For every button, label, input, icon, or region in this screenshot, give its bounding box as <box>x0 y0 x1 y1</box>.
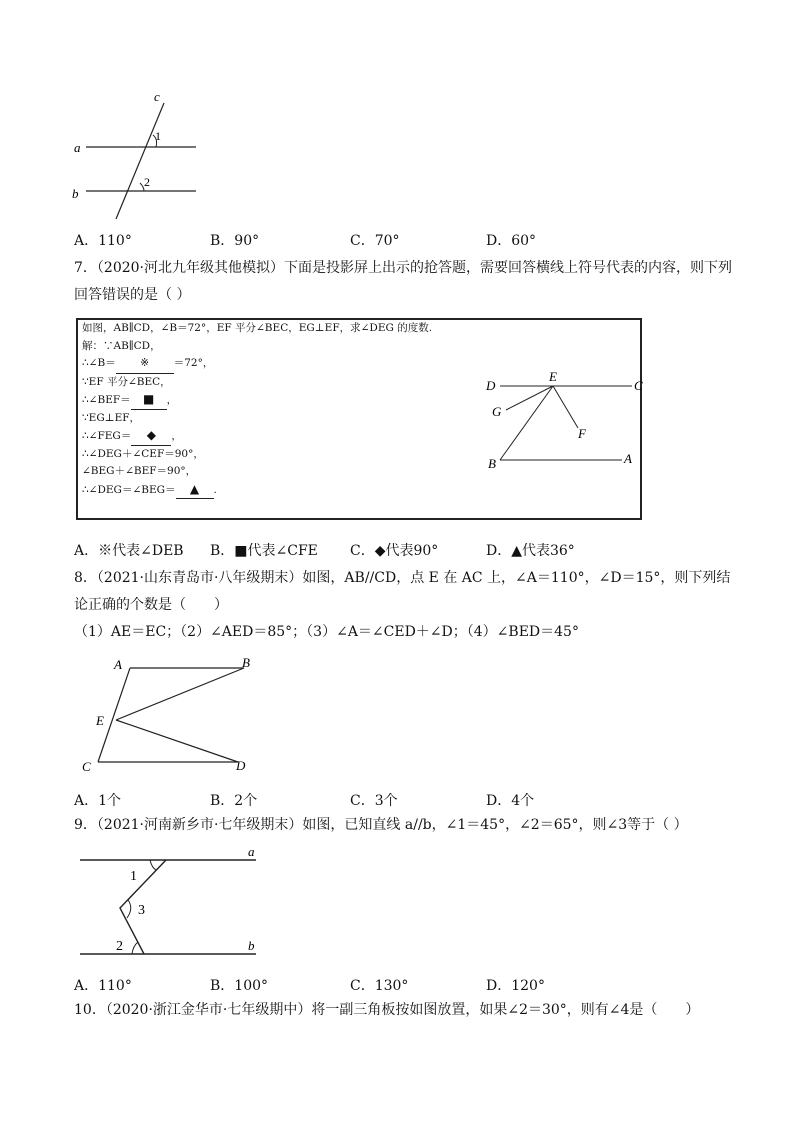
q9-stem-line1: 9．（2021·河南新乡市·七年级期末）如图，已知直线 a//b，∠1＝45°，∠2＝65°，则∠3等于（ ） <box>74 817 688 833</box>
q8-stem-line1: 8．（2021·山东青岛市·八年级期末）如图，AB//CD，点 E 在 AC 上，∠A＝110°，∠D＝15°，则下列结 <box>74 570 731 586</box>
q8-label-b: B <box>242 655 250 670</box>
q7-blank-1: ※ <box>116 355 174 374</box>
q8-figure <box>78 652 268 778</box>
q6-label-2: 2 <box>144 175 150 189</box>
q7-label-f: F <box>578 426 586 441</box>
q6-figure <box>60 85 220 225</box>
q9-angle3-arc <box>127 900 131 918</box>
q6-label-b: b <box>72 186 79 201</box>
q8-label-c: C <box>82 759 91 774</box>
q7-box-line-4: ∴∠BEF＝ ■ ， <box>82 391 432 410</box>
q7-blank-4: ▲ <box>176 481 214 500</box>
q9-option-c[interactable]: C．130° <box>350 978 409 994</box>
q7-box-text <box>82 320 432 499</box>
q7-blank-3: ◆ <box>131 427 171 446</box>
q8-option-a[interactable]: A．1个 <box>74 793 122 809</box>
q9-label-b: b <box>248 938 255 953</box>
q7-projection-box <box>76 318 642 520</box>
q8-label-e: E <box>96 713 104 728</box>
q7-option-d[interactable]: D．▲代表36° <box>486 543 575 559</box>
q9-figure <box>70 842 270 960</box>
q8-stem-line3: （1）AE＝EC；（2）∠AED＝85°；（3）∠A＝∠CED＋∠D；（4）∠BED＝45° <box>74 624 579 640</box>
q7-line-eb <box>500 386 553 460</box>
q10-stem-line1: 10．（2020·浙江金华市·七年级期中）将一副三角板按如图放置，如果∠2＝30°，则有∠4是（ ） <box>74 1002 700 1018</box>
q6-option-a[interactable]: A．110° <box>74 233 132 249</box>
q7-line-ef <box>553 386 578 428</box>
q8-line-eb <box>116 668 244 720</box>
q6-label-a: a <box>74 140 81 155</box>
q6-option-c[interactable]: C．70° <box>350 233 400 249</box>
q9-option-d[interactable]: D．120° <box>486 978 545 994</box>
q7-label-g: G <box>492 404 502 419</box>
q9-label-a: a <box>248 844 255 859</box>
q8-stem-line2: 论正确的个数是（ ） <box>74 597 228 613</box>
q7-label-e: E <box>549 369 557 384</box>
q8-option-d[interactable]: D．4个 <box>486 793 535 809</box>
q8-label-d: D <box>236 758 246 773</box>
q7-option-a[interactable]: A．※代表∠DEB <box>74 543 184 559</box>
q7-box-line-2: ∴∠B＝ ※ ＝72°， <box>82 355 432 374</box>
q7-box-line-7: ∴∠DEG＋∠CEF＝90°， <box>82 447 204 460</box>
q9-label-3: 3 <box>138 903 145 918</box>
q8-line-ed <box>116 720 238 762</box>
q7-box-line-9: ∴∠DEG＝∠BEG＝ ▲ . <box>82 481 432 500</box>
q9-option-a[interactable]: A．110° <box>74 978 132 994</box>
q7-option-b[interactable]: B．■代表∠CFE <box>210 543 318 559</box>
q7-stem-line2: 回答错误的是（ ） <box>74 287 191 303</box>
q9-angle2-arc <box>132 942 138 954</box>
q9-angle1-arc <box>150 860 156 870</box>
q6-label-1: 1 <box>155 129 161 143</box>
q7-figure <box>478 368 643 478</box>
q7-blank-2: ■ <box>131 391 167 410</box>
q7-box-line-5: ∵EG⊥EF， <box>82 411 141 424</box>
q8-label-a: A <box>114 657 122 672</box>
q9-label-1: 1 <box>130 869 137 884</box>
q6-label-c: c <box>154 89 160 104</box>
q7-label-a: A <box>624 451 632 466</box>
q6-option-d[interactable]: D．60° <box>486 233 537 249</box>
q7-option-c[interactable]: C．◆代表90° <box>350 543 439 559</box>
q7-box-line-3: ∵EF 平分∠BEC， <box>82 375 171 388</box>
q7-line-eg <box>506 386 553 410</box>
q7-stem-line1: 7．（2020·河北九年级其他模拟）下面是投影屏上出示的抢答题，需要回答横线上符号代表的内容，则下列 <box>74 260 732 276</box>
q6-option-b[interactable]: B．90° <box>210 233 260 249</box>
q7-label-b: B <box>488 456 496 471</box>
q8-option-b[interactable]: B．2个 <box>210 793 258 809</box>
q7-box-line-0: 如图，AB∥CD，∠B＝72°，EF 平分∠BEC，EG⊥EF，求∠DEG 的度数. <box>82 322 433 334</box>
q7-box-line-8: ∠BEG＋∠BEF＝90°， <box>82 465 197 477</box>
q7-label-c: C <box>634 378 643 393</box>
q6-line-c <box>116 103 164 219</box>
q9-option-b[interactable]: B．100° <box>210 978 269 994</box>
q7-box-line-1: 解：∵AB∥CD， <box>82 339 161 352</box>
q9-label-2: 2 <box>116 939 123 954</box>
q8-option-c[interactable]: C．3个 <box>350 793 398 809</box>
q7-label-d: D <box>486 378 496 393</box>
q7-box-line-6: ∴∠FEG＝ ◆ ， <box>82 427 432 446</box>
